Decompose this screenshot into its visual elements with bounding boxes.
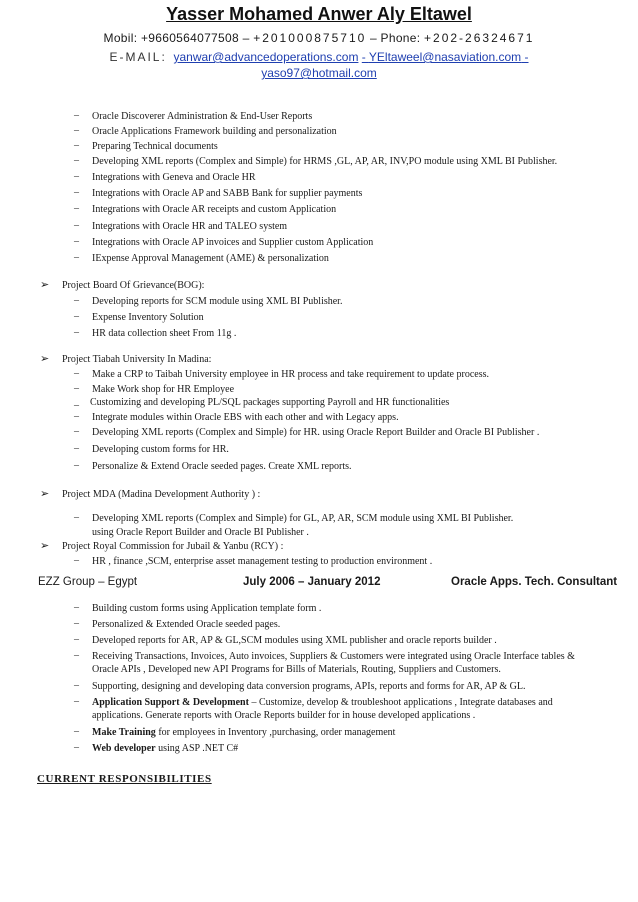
list-dash: – <box>74 236 79 247</box>
list-item: Oracle Applications Framework building and personalization <box>92 126 337 137</box>
list-dash: – <box>74 368 79 379</box>
list-dash: – <box>74 443 79 454</box>
list-item: Developing XML reports (Complex and Simple) for GL, AP, AR, SCM module using XML BI Publisher. <box>92 513 514 524</box>
list-dash: – <box>74 726 79 737</box>
list-dash: – <box>74 125 79 136</box>
list-dash: – <box>74 618 79 629</box>
list-item: Developing XML reports (Complex and Simple) for HR. using Oracle Report Builder and Oracle BI Publisher . <box>92 427 540 438</box>
list-dash: – <box>74 140 79 151</box>
arrow-bullet-icon: ➢ <box>40 488 50 500</box>
list-dash: – <box>74 742 79 753</box>
list-item: Make Work shop for HR Employee <box>92 384 235 395</box>
list-item: Web developer using ASP .NET C# <box>92 743 239 754</box>
list-item: Receiving Transactions, Invoices, Auto invoices, Suppliers & Customers were integrated using Oracle Interface tables & <box>92 651 575 662</box>
list-item: Building custom forms using Application template form . <box>92 603 322 614</box>
list-dash: – <box>74 555 79 566</box>
project-bog-title: Project Board Of Grievance(BOG): <box>62 280 205 291</box>
email-link-1[interactable]: yanwar@advancedoperations.com <box>173 50 359 64</box>
list-item: HR data collection sheet From 11g . <box>92 328 237 339</box>
phone-number: +202-26324671 <box>424 31 535 45</box>
list-dash: – <box>74 187 79 198</box>
employment-dates: July 2006 – January 2012 <box>243 576 381 588</box>
list-dash: – <box>74 383 79 394</box>
section-heading: CURRENT RESPONSIBILITIES <box>37 773 212 785</box>
email-link-2[interactable]: YEltaweel@nasaviation.com <box>368 50 522 64</box>
list-item-continuation: applications. Generate reports with Oracle Reports builder for in house developed applications . <box>92 710 476 721</box>
list-dash: – <box>74 602 79 613</box>
list-item: Oracle Discoverer Administration & End-User Reports <box>92 111 313 122</box>
list-dash: – <box>74 203 79 214</box>
arrow-bullet-icon: ➢ <box>40 540 50 552</box>
list-dash: – <box>74 295 79 306</box>
list-item: Integrations with Oracle HR and TALEO system <box>92 221 288 232</box>
list-item: HR , finance ,SCM, enterprise asset management testing to production environment . <box>92 556 433 567</box>
list-item: Application Support & Development – Customize, develop & troubleshoot applications , Integrate databases and <box>92 697 553 708</box>
second-mobile: +201000875710 <box>253 31 367 45</box>
list-item: IExpense Approval Management (AME) & personalization <box>92 253 329 264</box>
list-item: Developed reports for AR, AP & GL,SCM modules using XML publisher and oracle reports builder . <box>92 635 497 646</box>
list-dash: – <box>74 252 79 263</box>
list-item: Make a CRP to Taibah University employee in HR process and take requirement to update process. <box>92 369 489 380</box>
list-item: Developing reports for SCM module using XML BI Publisher. <box>92 296 343 307</box>
list-dash: – <box>74 696 79 707</box>
list-item-bold: Application Support & Development <box>92 697 249 708</box>
list-dash: – <box>74 311 79 322</box>
list-item: Integrations with Oracle AP and SABB Bank for supplier payments <box>92 188 363 199</box>
list-item: Supporting, designing and developing data conversion programs, APIs, reports and forms for AR, AP & GL. <box>92 681 526 692</box>
list-dash: – <box>74 680 79 691</box>
list-dash: – <box>74 171 79 182</box>
contact-emails: E-MAIL: yanwar@advancedoperations.com - YEltaweel@nasaviation.com - yaso97@hotmail.com <box>109 50 529 80</box>
arrow-bullet-icon: ➢ <box>40 279 50 291</box>
list-dash: – <box>74 155 79 166</box>
list-item: Developing custom forms for HR. <box>92 444 229 455</box>
list-item-continuation: Oracle APIs , Developed new API Programs for Bills of Materials, Routing, Suppliers and Customers. <box>92 664 501 675</box>
list-item-bold: Web developer <box>92 743 156 754</box>
list-dash: – <box>74 634 79 645</box>
list-item: Preparing Technical documents <box>92 141 218 152</box>
list-dash: – <box>74 460 79 471</box>
list-item: Expense Inventory Solution <box>92 312 204 323</box>
list-item-bold: Make Training <box>92 727 156 738</box>
job-title: Oracle Apps. Tech. Consultant <box>451 576 618 588</box>
arrow-bullet-icon: ➢ <box>40 353 50 365</box>
list-item: Developing XML reports (Complex and Simple) for HRMS ,GL, AP, AR, INV,PO module using XML BI Publisher. <box>92 156 558 167</box>
list-item: Integrations with Geneva and Oracle HR <box>92 172 256 183</box>
company-name: EZZ Group – Egypt <box>38 576 138 588</box>
candidate-name: Yasser Mohamed Anwer Aly Eltawel <box>166 4 472 24</box>
list-item: Integrate modules within Oracle EBS with each other and with Legacy apps. <box>92 412 399 423</box>
phone-label: Phone: <box>380 31 421 45</box>
list-dash: – <box>74 220 79 231</box>
list-item: Integrations with Oracle AP invoices and Supplier custom Application <box>92 237 374 248</box>
mobile-label: Mobil: <box>103 31 138 45</box>
list-item: Personalize & Extend Oracle seeded pages. Create XML reports. <box>92 461 352 472</box>
list-dash: – <box>74 327 79 338</box>
contact-phones: Mobil: +9660564077508 – +201000875710 – Phone: +202-26324671 <box>103 31 535 45</box>
list-dash: _ <box>74 396 79 407</box>
list-dash: – <box>74 426 79 437</box>
list-dash: – <box>74 512 79 523</box>
list-dash: – <box>74 411 79 422</box>
project-tiabah-title: Project Tiabah University In Madina: <box>62 354 212 365</box>
list-dash: – <box>74 110 79 121</box>
project-rcy-title: Project Royal Commission for Jubail & Yanbu (RCY) : <box>62 541 284 552</box>
list-item-continuation: using Oracle Report Builder and Oracle BI Publisher . <box>92 527 309 538</box>
list-dash: – <box>74 650 79 661</box>
email-link-3[interactable]: yaso97@hotmail.com <box>261 66 377 80</box>
project-mda-title: Project MDA (Madina Development Authority ) : <box>62 489 261 500</box>
list-item: Customizing and developing PL/SQL packages supporting Payroll and HR functionalities <box>90 397 450 408</box>
list-item: Make Training for employees in Inventory ,purchasing, order management <box>92 727 396 738</box>
mobile-number: +9660564077508 <box>140 31 239 45</box>
list-item: Integrations with Oracle AR receipts and custom Application <box>92 204 337 215</box>
email-label: E-MAIL: <box>109 50 167 64</box>
list-item: Personalized & Extended Oracle seeded pages. <box>92 619 281 630</box>
